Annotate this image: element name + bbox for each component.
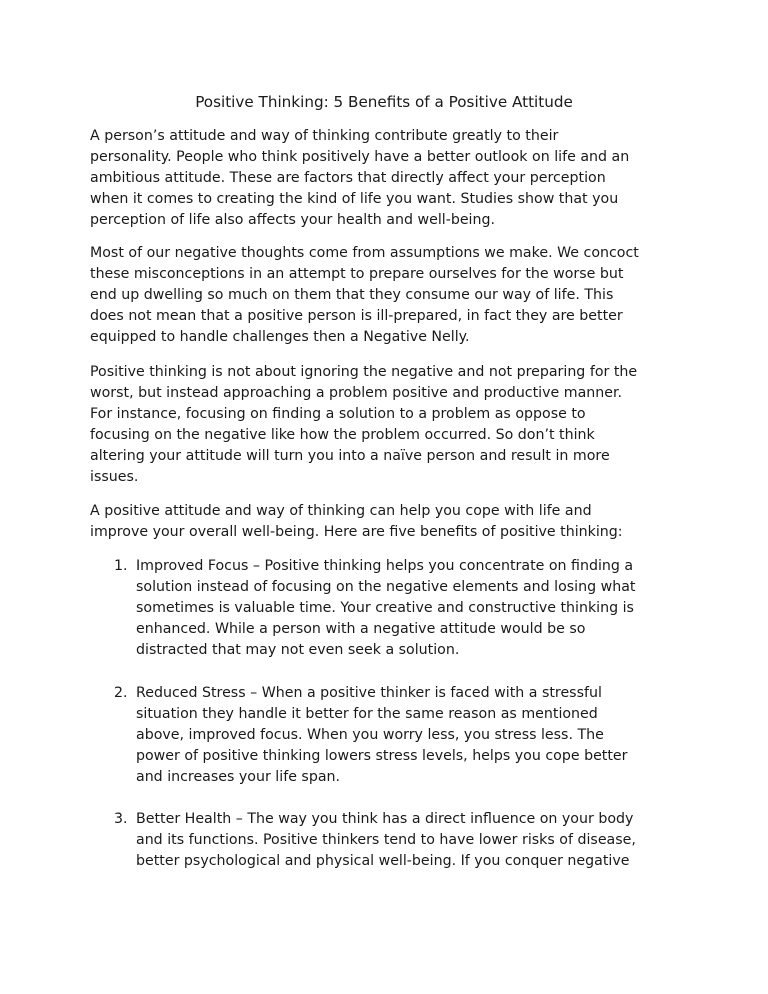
list-item-line: situation they handle it better for the same reason as mentioned [136, 706, 598, 722]
list-item-number: 2. [114, 685, 128, 701]
paragraph-line: focusing on the negative like how the problem occurred. So don’t think [90, 427, 595, 443]
list-item-line: and its functions. Positive thinkers tend to have lower risks of disease, [136, 832, 636, 848]
paragraph-4 [90, 501, 690, 543]
paragraph-line: does not mean that a positive person is ill-prepared, in fact they are better [90, 308, 623, 324]
paragraph-line: worst, but instead approaching a problem positive and productive manner. [90, 385, 623, 401]
paragraph-line: perception of life also affects your health and well-being. [90, 212, 496, 228]
list-item-line: power of positive thinking lowers stress levels, helps you cope better [136, 748, 628, 764]
document-title: Positive Thinking: 5 Benefits of a Positive Attitude [195, 93, 573, 111]
list-item-text [136, 809, 696, 872]
paragraph-line: For instance, focusing on finding a solution to a problem as oppose to [90, 406, 586, 422]
list-item-text [136, 683, 696, 788]
list-item-text [136, 556, 696, 661]
list-item-line: better psychological and physical well-being. If you conquer negative [136, 853, 630, 869]
paragraph-line: A positive attitude and way of thinking can help you cope with life and [90, 503, 592, 519]
list-item-line: Reduced Stress – When a positive thinker is faced with a stressful [136, 685, 602, 701]
paragraph-2 [90, 243, 690, 348]
list-item-line: solution instead of focusing on the negative elements and losing what [136, 579, 636, 595]
list-item-line: distracted that may not even seek a solution. [136, 642, 460, 658]
paragraph-line: ambitious attitude. These are factors that directly affect your perception [90, 170, 606, 186]
paragraph-line: altering your attitude will turn you into a naïve person and result in more [90, 448, 610, 464]
list-item-line: enhanced. While a person with a negative attitude would be so [136, 621, 586, 637]
paragraph-line: when it comes to creating the kind of life you want. Studies show that you [90, 191, 619, 207]
list-item-line: and increases your life span. [136, 769, 341, 785]
paragraph-line: issues. [90, 469, 139, 485]
paragraph-line: A person’s attitude and way of thinking contribute greatly to their [90, 128, 559, 144]
list-item-line: above, improved focus. When you worry less, you stress less. The [136, 727, 604, 743]
paragraph-line: Most of our negative thoughts come from assumptions we make. We concoct [90, 245, 639, 261]
list-item-number: 1. [114, 558, 128, 574]
list-item-line: Better Health – The way you think has a direct influence on your body [136, 811, 634, 827]
list-item-line: sometimes is valuable time. Your creative and constructive thinking is [136, 600, 634, 616]
paragraph-line: end up dwelling so much on them that they consume our way of life. This [90, 287, 614, 303]
paragraph-1 [90, 126, 690, 231]
paragraph-line: personality. People who think positively have a better outlook on life and an [90, 149, 630, 165]
list-item-line: Improved Focus – Positive thinking helps you concentrate on finding a [136, 558, 634, 574]
paragraph-line: Positive thinking is not about ignoring the negative and not preparing for the [90, 364, 638, 380]
list-item-number: 3. [114, 811, 128, 827]
paragraph-line: improve your overall well-being. Here are five benefits of positive thinking: [90, 524, 623, 540]
paragraph-3 [90, 362, 690, 488]
paragraph-line: these misconceptions in an attempt to prepare ourselves for the worse but [90, 266, 624, 282]
paragraph-line: equipped to handle challenges then a Negative Nelly. [90, 329, 470, 345]
